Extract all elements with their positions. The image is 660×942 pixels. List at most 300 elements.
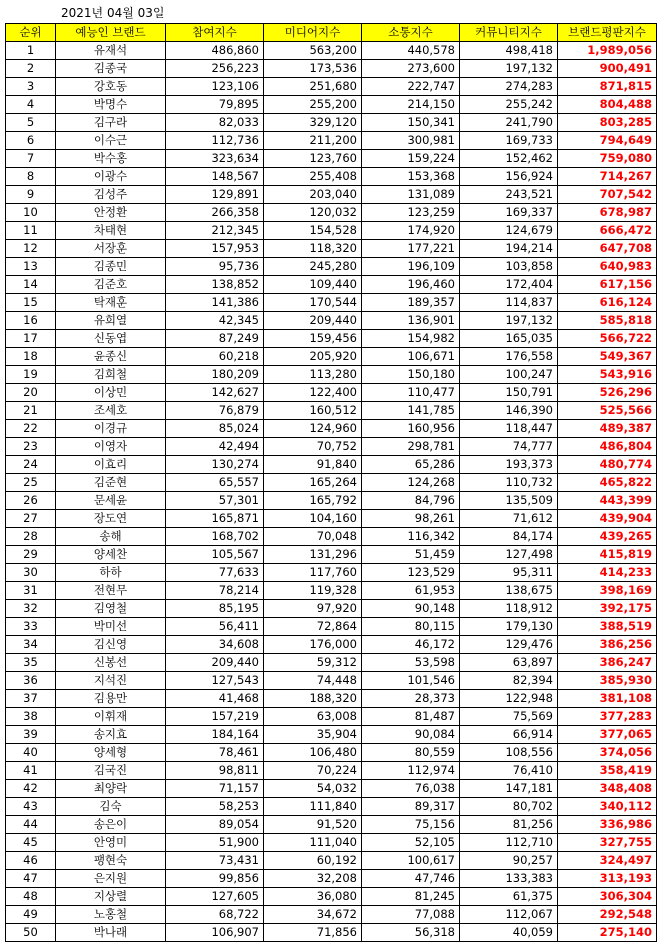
table-row xyxy=(6,888,657,906)
cell-community: 124,679 xyxy=(460,222,558,240)
cell-community: 84,174 xyxy=(460,528,558,546)
cell-participation: 323,634 xyxy=(166,150,264,168)
table-row xyxy=(6,870,657,888)
cell-brand-name: 김종민 xyxy=(56,258,166,276)
cell-communication: 123,529 xyxy=(362,564,460,582)
cell-community: 255,242 xyxy=(460,96,558,114)
table-row xyxy=(6,42,657,60)
table-row xyxy=(6,276,657,294)
cell-rank: 10 xyxy=(6,204,56,222)
cell-rank: 29 xyxy=(6,546,56,564)
cell-brand-name: 양세찬 xyxy=(56,546,166,564)
table-row xyxy=(6,906,657,924)
cell-participation: 165,871 xyxy=(166,510,264,528)
cell-brand-name: 이광수 xyxy=(56,168,166,186)
cell-communication: 53,598 xyxy=(362,654,460,672)
cell-communication: 46,172 xyxy=(362,636,460,654)
cell-community: 274,283 xyxy=(460,78,558,96)
cell-community: 110,732 xyxy=(460,474,558,492)
cell-media: 59,312 xyxy=(264,654,362,672)
cell-rank: 7 xyxy=(6,150,56,168)
cell-communication: 150,180 xyxy=(362,366,460,384)
cell-communication: 90,084 xyxy=(362,726,460,744)
cell-brand-name: 차태현 xyxy=(56,222,166,240)
cell-brand-score: 549,367 xyxy=(558,348,657,366)
cell-brand-score: 374,056 xyxy=(558,744,657,762)
cell-communication: 100,617 xyxy=(362,852,460,870)
cell-rank: 50 xyxy=(6,924,56,942)
cell-brand-name: 김준현 xyxy=(56,474,166,492)
table-row xyxy=(6,168,657,186)
cell-media: 255,200 xyxy=(264,96,362,114)
cell-rank: 26 xyxy=(6,492,56,510)
cell-media: 113,280 xyxy=(264,366,362,384)
table-row xyxy=(6,780,657,798)
header-brand: 예능인 브랜드 xyxy=(56,24,166,42)
table-row xyxy=(6,204,657,222)
cell-media: 70,752 xyxy=(264,438,362,456)
cell-communication: 136,901 xyxy=(362,312,460,330)
cell-brand-score: 415,819 xyxy=(558,546,657,564)
cell-participation: 71,157 xyxy=(166,780,264,798)
table-row xyxy=(6,528,657,546)
cell-communication: 75,156 xyxy=(362,816,460,834)
cell-brand-name: 김숙 xyxy=(56,798,166,816)
cell-participation: 184,164 xyxy=(166,726,264,744)
cell-participation: 130,274 xyxy=(166,456,264,474)
cell-community: 129,476 xyxy=(460,636,558,654)
cell-community: 82,394 xyxy=(460,672,558,690)
cell-rank: 5 xyxy=(6,114,56,132)
cell-brand-score: 666,472 xyxy=(558,222,657,240)
cell-participation: 87,249 xyxy=(166,330,264,348)
header-community: 커뮤니티지수 xyxy=(460,24,558,42)
cell-communication: 28,373 xyxy=(362,690,460,708)
cell-rank: 15 xyxy=(6,294,56,312)
cell-participation: 42,345 xyxy=(166,312,264,330)
table-header xyxy=(6,24,657,42)
cell-communication: 56,318 xyxy=(362,924,460,942)
cell-community: 90,257 xyxy=(460,852,558,870)
cell-brand-name: 문세윤 xyxy=(56,492,166,510)
cell-media: 154,528 xyxy=(264,222,362,240)
cell-communication: 273,600 xyxy=(362,60,460,78)
cell-rank: 49 xyxy=(6,906,56,924)
cell-rank: 18 xyxy=(6,348,56,366)
table-row xyxy=(6,474,657,492)
cell-participation: 85,024 xyxy=(166,420,264,438)
cell-communication: 440,578 xyxy=(362,42,460,60)
cell-participation: 78,214 xyxy=(166,582,264,600)
cell-rank: 31 xyxy=(6,582,56,600)
table-row xyxy=(6,132,657,150)
cell-brand-score: 480,774 xyxy=(558,456,657,474)
cell-communication: 150,341 xyxy=(362,114,460,132)
cell-rank: 24 xyxy=(6,456,56,474)
cell-participation: 76,879 xyxy=(166,402,264,420)
cell-brand-name: 지상렬 xyxy=(56,888,166,906)
cell-communication: 124,268 xyxy=(362,474,460,492)
cell-community: 118,447 xyxy=(460,420,558,438)
cell-communication: 159,224 xyxy=(362,150,460,168)
cell-community: 156,924 xyxy=(460,168,558,186)
cell-communication: 47,746 xyxy=(362,870,460,888)
cell-communication: 116,342 xyxy=(362,528,460,546)
cell-participation: 209,440 xyxy=(166,654,264,672)
cell-media: 165,264 xyxy=(264,474,362,492)
cell-brand-score: 292,548 xyxy=(558,906,657,924)
cell-participation: 112,736 xyxy=(166,132,264,150)
cell-brand-name: 강호동 xyxy=(56,78,166,96)
cell-brand-score: 714,267 xyxy=(558,168,657,186)
cell-media: 106,480 xyxy=(264,744,362,762)
cell-rank: 4 xyxy=(6,96,56,114)
cell-rank: 30 xyxy=(6,564,56,582)
cell-media: 111,040 xyxy=(264,834,362,852)
cell-participation: 106,907 xyxy=(166,924,264,942)
table-row xyxy=(6,222,657,240)
cell-brand-score: 647,708 xyxy=(558,240,657,258)
cell-participation: 56,411 xyxy=(166,618,264,636)
table-row xyxy=(6,816,657,834)
cell-brand-score: 313,193 xyxy=(558,870,657,888)
cell-media: 122,400 xyxy=(264,384,362,402)
cell-community: 75,569 xyxy=(460,708,558,726)
cell-participation: 127,543 xyxy=(166,672,264,690)
cell-brand-score: 358,419 xyxy=(558,762,657,780)
cell-community: 146,390 xyxy=(460,402,558,420)
cell-brand-score: 640,983 xyxy=(558,258,657,276)
cell-community: 112,067 xyxy=(460,906,558,924)
cell-brand-name: 송해 xyxy=(56,528,166,546)
cell-brand-score: 486,804 xyxy=(558,438,657,456)
cell-brand-name: 이수근 xyxy=(56,132,166,150)
cell-brand-score: 386,256 xyxy=(558,636,657,654)
cell-media: 118,320 xyxy=(264,240,362,258)
cell-participation: 77,633 xyxy=(166,564,264,582)
table-row xyxy=(6,744,657,762)
table-row xyxy=(6,690,657,708)
cell-communication: 153,368 xyxy=(362,168,460,186)
cell-media: 104,160 xyxy=(264,510,362,528)
cell-community: 66,914 xyxy=(460,726,558,744)
cell-participation: 60,218 xyxy=(166,348,264,366)
cell-community: 241,790 xyxy=(460,114,558,132)
cell-rank: 41 xyxy=(6,762,56,780)
cell-community: 194,214 xyxy=(460,240,558,258)
table-row xyxy=(6,708,657,726)
cell-communication: 65,286 xyxy=(362,456,460,474)
cell-participation: 42,494 xyxy=(166,438,264,456)
table-row xyxy=(6,924,657,942)
cell-rank: 38 xyxy=(6,708,56,726)
cell-media: 54,032 xyxy=(264,780,362,798)
cell-rank: 44 xyxy=(6,816,56,834)
cell-media: 203,040 xyxy=(264,186,362,204)
table-row xyxy=(6,492,657,510)
cell-brand-score: 543,916 xyxy=(558,366,657,384)
cell-communication: 110,477 xyxy=(362,384,460,402)
table-row xyxy=(6,60,657,78)
cell-brand-score: 525,566 xyxy=(558,402,657,420)
table-row xyxy=(6,420,657,438)
cell-community: 172,404 xyxy=(460,276,558,294)
cell-community: 112,710 xyxy=(460,834,558,852)
cell-media: 70,224 xyxy=(264,762,362,780)
cell-brand-name: 김종국 xyxy=(56,60,166,78)
cell-media: 36,080 xyxy=(264,888,362,906)
cell-communication: 222,747 xyxy=(362,78,460,96)
table-row xyxy=(6,726,657,744)
cell-communication: 298,781 xyxy=(362,438,460,456)
cell-media: 74,448 xyxy=(264,672,362,690)
cell-rank: 32 xyxy=(6,600,56,618)
cell-media: 563,200 xyxy=(264,42,362,60)
cell-rank: 28 xyxy=(6,528,56,546)
cell-rank: 13 xyxy=(6,258,56,276)
cell-brand-name: 지석진 xyxy=(56,672,166,690)
cell-communication: 123,259 xyxy=(362,204,460,222)
cell-participation: 266,358 xyxy=(166,204,264,222)
table-row xyxy=(6,762,657,780)
cell-brand-score: 465,822 xyxy=(558,474,657,492)
cell-participation: 180,209 xyxy=(166,366,264,384)
cell-participation: 34,608 xyxy=(166,636,264,654)
cell-rank: 16 xyxy=(6,312,56,330)
cell-media: 188,320 xyxy=(264,690,362,708)
cell-media: 91,840 xyxy=(264,456,362,474)
table-row xyxy=(6,636,657,654)
cell-rank: 12 xyxy=(6,240,56,258)
header-participation: 참여지수 xyxy=(166,24,264,42)
cell-participation: 85,195 xyxy=(166,600,264,618)
cell-brand-name: 하하 xyxy=(56,564,166,582)
header-rank: 순위 xyxy=(6,24,56,42)
table-row xyxy=(6,330,657,348)
table-row xyxy=(6,96,657,114)
cell-rank: 11 xyxy=(6,222,56,240)
cell-communication: 189,357 xyxy=(362,294,460,312)
cell-brand-score: 392,175 xyxy=(558,600,657,618)
table-row xyxy=(6,186,657,204)
table-row xyxy=(6,564,657,582)
table-row xyxy=(6,348,657,366)
table-row xyxy=(6,510,657,528)
cell-community: 76,410 xyxy=(460,762,558,780)
cell-rank: 2 xyxy=(6,60,56,78)
cell-community: 108,556 xyxy=(460,744,558,762)
cell-brand-score: 381,108 xyxy=(558,690,657,708)
cell-brand-name: 이영자 xyxy=(56,438,166,456)
cell-community: 133,383 xyxy=(460,870,558,888)
cell-brand-name: 양세형 xyxy=(56,744,166,762)
cell-communication: 174,920 xyxy=(362,222,460,240)
cell-participation: 141,386 xyxy=(166,294,264,312)
cell-participation: 51,900 xyxy=(166,834,264,852)
cell-media: 109,440 xyxy=(264,276,362,294)
cell-media: 255,408 xyxy=(264,168,362,186)
header-media: 미디어지수 xyxy=(264,24,362,42)
cell-brand-name: 박미선 xyxy=(56,618,166,636)
cell-brand-name: 박수홍 xyxy=(56,150,166,168)
table-row xyxy=(6,798,657,816)
table-row xyxy=(6,258,657,276)
cell-participation: 41,468 xyxy=(166,690,264,708)
cell-brand-score: 678,987 xyxy=(558,204,657,222)
cell-community: 100,247 xyxy=(460,366,558,384)
cell-rank: 43 xyxy=(6,798,56,816)
cell-media: 120,032 xyxy=(264,204,362,222)
cell-brand-name: 김희철 xyxy=(56,366,166,384)
cell-brand-name: 윤종신 xyxy=(56,348,166,366)
cell-community: 118,912 xyxy=(460,600,558,618)
cell-participation: 157,953 xyxy=(166,240,264,258)
table-row xyxy=(6,114,657,132)
cell-rank: 48 xyxy=(6,888,56,906)
cell-participation: 65,557 xyxy=(166,474,264,492)
cell-community: 150,791 xyxy=(460,384,558,402)
table-row xyxy=(6,384,657,402)
cell-rank: 42 xyxy=(6,780,56,798)
cell-participation: 78,461 xyxy=(166,744,264,762)
cell-communication: 81,487 xyxy=(362,708,460,726)
cell-rank: 3 xyxy=(6,78,56,96)
cell-participation: 95,736 xyxy=(166,258,264,276)
cell-participation: 57,301 xyxy=(166,492,264,510)
cell-participation: 212,345 xyxy=(166,222,264,240)
cell-rank: 23 xyxy=(6,438,56,456)
cell-brand-name: 김성주 xyxy=(56,186,166,204)
header-total: 브랜드평판지수 xyxy=(558,24,657,42)
cell-brand-score: 336,986 xyxy=(558,816,657,834)
cell-brand-score: 803,285 xyxy=(558,114,657,132)
cell-media: 119,328 xyxy=(264,582,362,600)
cell-rank: 37 xyxy=(6,690,56,708)
cell-media: 209,440 xyxy=(264,312,362,330)
cell-brand-score: 377,283 xyxy=(558,708,657,726)
cell-community: 127,498 xyxy=(460,546,558,564)
cell-brand-name: 이상민 xyxy=(56,384,166,402)
cell-brand-score: 388,519 xyxy=(558,618,657,636)
cell-participation: 98,811 xyxy=(166,762,264,780)
cell-participation: 123,106 xyxy=(166,78,264,96)
cell-media: 245,280 xyxy=(264,258,362,276)
table-row xyxy=(6,78,657,96)
cell-rank: 25 xyxy=(6,474,56,492)
cell-brand-name: 이경규 xyxy=(56,420,166,438)
cell-brand-name: 김국진 xyxy=(56,762,166,780)
cell-communication: 131,089 xyxy=(362,186,460,204)
table-row xyxy=(6,600,657,618)
cell-rank: 20 xyxy=(6,384,56,402)
cell-media: 173,536 xyxy=(264,60,362,78)
cell-participation: 256,223 xyxy=(166,60,264,78)
table-row xyxy=(6,294,657,312)
table-row xyxy=(6,240,657,258)
cell-communication: 77,088 xyxy=(362,906,460,924)
cell-communication: 90,148 xyxy=(362,600,460,618)
cell-brand-name: 유희열 xyxy=(56,312,166,330)
cell-communication: 61,953 xyxy=(362,582,460,600)
cell-rank: 1 xyxy=(6,42,56,60)
cell-community: 81,256 xyxy=(460,816,558,834)
cell-rank: 21 xyxy=(6,402,56,420)
cell-community: 63,897 xyxy=(460,654,558,672)
cell-brand-score: 526,296 xyxy=(558,384,657,402)
cell-rank: 47 xyxy=(6,870,56,888)
cell-brand-score: 1,989,056 xyxy=(558,42,657,60)
cell-brand-name: 안영미 xyxy=(56,834,166,852)
cell-brand-score: 439,265 xyxy=(558,528,657,546)
cell-brand-name: 최양락 xyxy=(56,780,166,798)
header-communication: 소통지수 xyxy=(362,24,460,42)
cell-communication: 80,115 xyxy=(362,618,460,636)
cell-community: 165,035 xyxy=(460,330,558,348)
cell-community: 179,130 xyxy=(460,618,558,636)
cell-brand-score: 900,491 xyxy=(558,60,657,78)
cell-communication: 81,245 xyxy=(362,888,460,906)
cell-communication: 98,261 xyxy=(362,510,460,528)
cell-brand-score: 443,399 xyxy=(558,492,657,510)
table-row xyxy=(6,672,657,690)
cell-participation: 127,605 xyxy=(166,888,264,906)
cell-communication: 154,982 xyxy=(362,330,460,348)
cell-rank: 22 xyxy=(6,420,56,438)
table-body xyxy=(6,42,657,942)
cell-brand-score: 759,080 xyxy=(558,150,657,168)
cell-brand-name: 신봉선 xyxy=(56,654,166,672)
cell-communication: 101,546 xyxy=(362,672,460,690)
cell-community: 122,948 xyxy=(460,690,558,708)
cell-brand-score: 794,649 xyxy=(558,132,657,150)
cell-communication: 300,981 xyxy=(362,132,460,150)
cell-communication: 177,221 xyxy=(362,240,460,258)
cell-brand-name: 김준호 xyxy=(56,276,166,294)
cell-rank: 39 xyxy=(6,726,56,744)
cell-participation: 79,895 xyxy=(166,96,264,114)
table-row xyxy=(6,654,657,672)
cell-media: 35,904 xyxy=(264,726,362,744)
cell-brand-score: 414,233 xyxy=(558,564,657,582)
cell-participation: 68,722 xyxy=(166,906,264,924)
cell-community: 80,702 xyxy=(460,798,558,816)
cell-brand-name: 이휘재 xyxy=(56,708,166,726)
table-row xyxy=(6,150,657,168)
cell-media: 124,960 xyxy=(264,420,362,438)
cell-media: 329,120 xyxy=(264,114,362,132)
cell-community: 243,521 xyxy=(460,186,558,204)
cell-participation: 486,860 xyxy=(166,42,264,60)
cell-brand-score: 804,488 xyxy=(558,96,657,114)
cell-brand-score: 489,387 xyxy=(558,420,657,438)
cell-media: 63,008 xyxy=(264,708,362,726)
cell-communication: 106,671 xyxy=(362,348,460,366)
cell-brand-score: 398,169 xyxy=(558,582,657,600)
report-date: 2021년 04월 03일 xyxy=(61,6,165,20)
table-row xyxy=(6,618,657,636)
cell-rank: 35 xyxy=(6,654,56,672)
cell-brand-name: 신동엽 xyxy=(56,330,166,348)
cell-participation: 82,033 xyxy=(166,114,264,132)
cell-community: 61,375 xyxy=(460,888,558,906)
cell-brand-name: 송지효 xyxy=(56,726,166,744)
cell-media: 251,680 xyxy=(264,78,362,96)
table-row xyxy=(6,582,657,600)
cell-community: 103,858 xyxy=(460,258,558,276)
cell-rank: 36 xyxy=(6,672,56,690)
cell-brand-score: 377,065 xyxy=(558,726,657,744)
cell-community: 147,181 xyxy=(460,780,558,798)
